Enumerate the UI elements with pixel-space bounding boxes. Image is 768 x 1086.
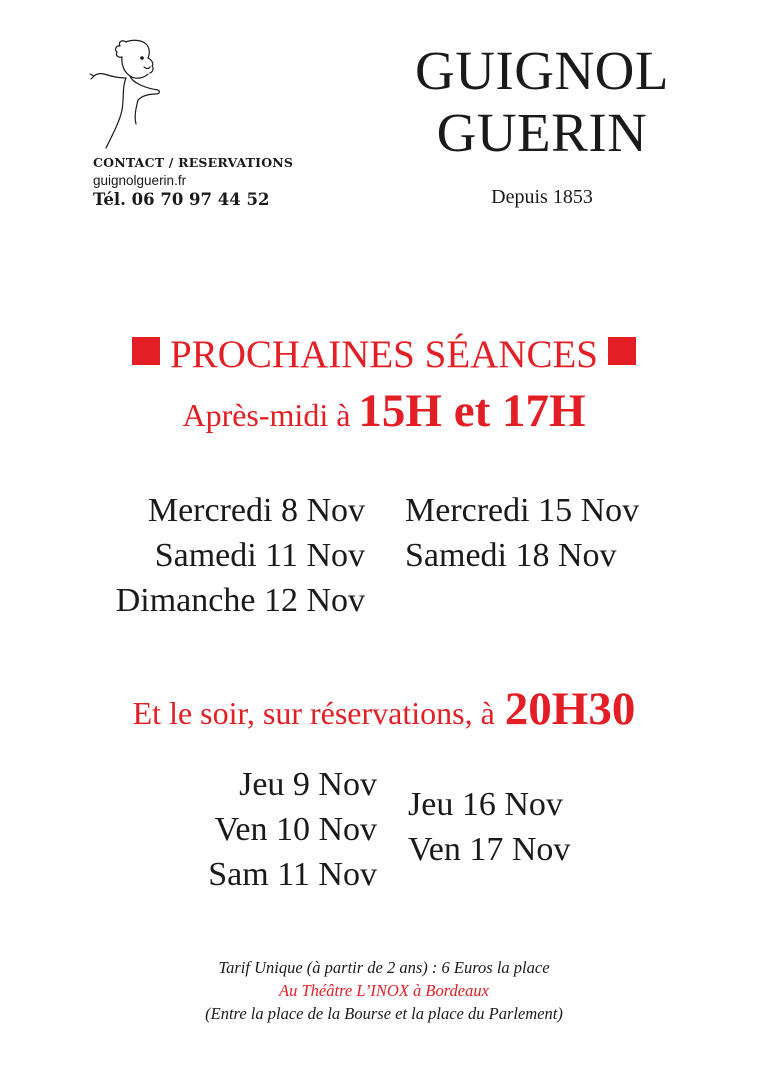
venue-info: Au Théâtre L’INOX à Bordeaux xyxy=(279,981,489,1000)
date-item: Samedi 11 Nov xyxy=(154,537,365,574)
phone-number[interactable]: Tél. 06 70 97 44 52 xyxy=(93,190,270,209)
location-info: (Entre la place de la Bourse et la place du Parlement) xyxy=(205,1004,563,1023)
date-item: Jeu 9 Nov xyxy=(239,766,377,803)
date-item: Mercredi 15 Nov xyxy=(405,492,640,529)
date-item: Jeu 16 Nov xyxy=(408,786,563,823)
footer-info xyxy=(0,956,768,1025)
evening-time: 20H30 xyxy=(504,683,636,735)
date-item: Ven 10 Nov xyxy=(214,811,377,848)
evening-lead: Et le soir, sur réservations, à xyxy=(132,695,495,731)
date-item: Sam 11 Nov xyxy=(208,856,377,893)
evening-times xyxy=(0,682,768,736)
afternoon-time: 15H et 17H xyxy=(358,385,586,437)
sessions-heading xyxy=(0,332,768,377)
date-item: Samedi 18 Nov xyxy=(405,537,617,574)
red-square-icon xyxy=(132,337,160,365)
brand-title-line1: GUIGNOL xyxy=(414,40,669,101)
afternoon-lead: Après-midi à xyxy=(182,397,351,433)
evening-dates-left xyxy=(100,762,377,897)
date-item: Ven 17 Nov xyxy=(408,831,571,868)
red-square-icon xyxy=(608,337,636,365)
brand-title-line2: GUERIN xyxy=(436,102,648,163)
afternoon-dates-left xyxy=(60,488,365,623)
contact-block xyxy=(93,155,293,209)
price-info: Tarif Unique (à partir de 2 ans) : 6 Euros la place xyxy=(218,958,550,977)
sessions-heading-text: PROCHAINES SÉANCES xyxy=(170,333,598,376)
afternoon-times xyxy=(0,384,768,438)
website-link[interactable]: guignolguerin.fr xyxy=(93,173,187,188)
afternoon-dates-right xyxy=(405,488,735,578)
guignol-puppet-logo-icon xyxy=(86,36,166,154)
since-date: Depuis 1853 xyxy=(491,186,593,208)
date-item: Dimanche 12 Nov xyxy=(115,582,365,619)
evening-dates-right xyxy=(408,782,708,872)
contact-label: CONTACT / RESERVATIONS xyxy=(93,155,294,170)
brand-title xyxy=(392,40,692,164)
date-item: Mercredi 8 Nov xyxy=(147,492,365,529)
